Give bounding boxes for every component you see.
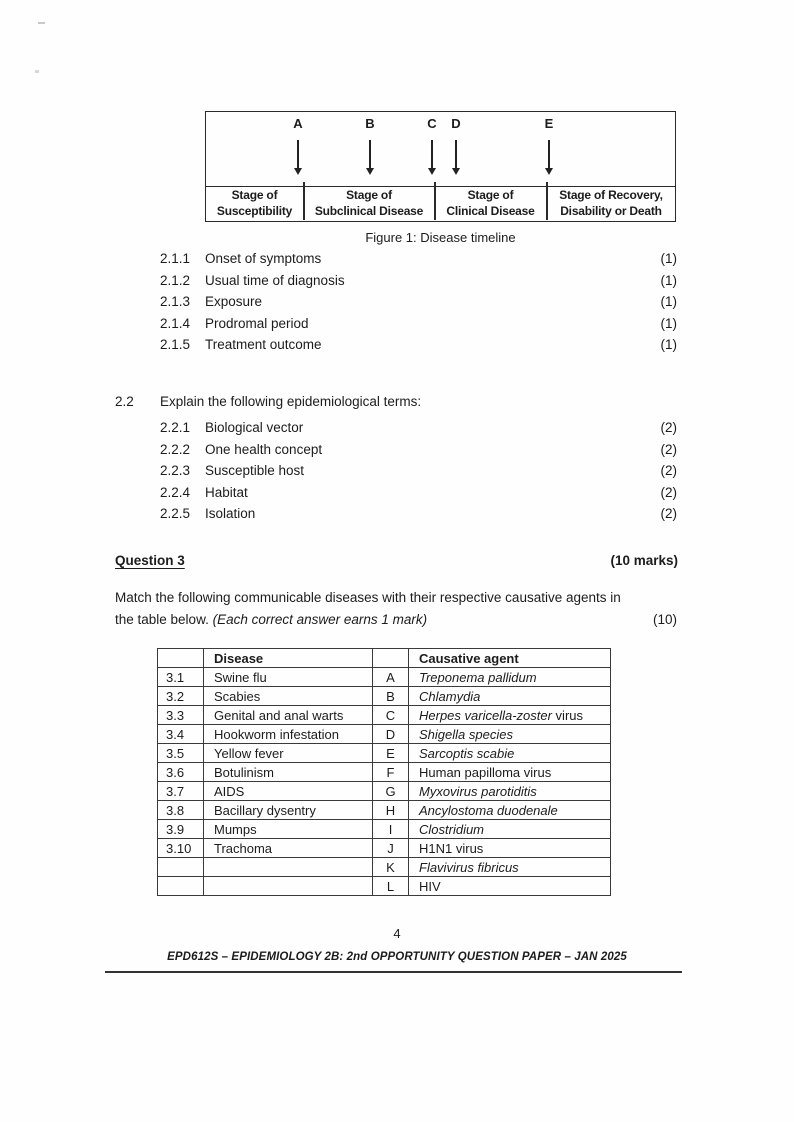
stage-susceptibility: [206, 187, 303, 221]
disease-cell: [204, 858, 373, 877]
timeline-marker-a: [287, 117, 309, 175]
item-marks: (2): [660, 463, 677, 478]
stage-label-line: Stage of: [231, 188, 278, 203]
letter-cell: C: [373, 706, 409, 725]
marker-letter: B: [365, 116, 375, 131]
stage-label-line: Stage of: [467, 188, 514, 203]
row-number: 3.1: [158, 668, 204, 687]
table-row: [158, 877, 611, 896]
question-2-1-items: [160, 251, 677, 359]
agent-cell: [409, 744, 611, 763]
agent-italic: Sarcoptis scabie: [419, 745, 515, 761]
question-number: 2.2: [115, 394, 134, 409]
down-arrow-icon: [294, 168, 302, 175]
row-number: 3.4: [158, 725, 204, 744]
item-number: 2.1.4: [160, 315, 191, 331]
scan-artifact: [38, 22, 45, 24]
item-marks: (2): [660, 420, 677, 435]
item-number: 2.1.3: [160, 294, 191, 309]
item-label: One health concept: [205, 441, 323, 457]
table-row: [158, 725, 611, 744]
letter-cell: D: [373, 725, 409, 744]
item-marks: (1): [660, 337, 677, 352]
row-number: 3.6: [158, 763, 204, 782]
column-header-causative-agent: Causative agent: [409, 649, 611, 668]
marker-letter: A: [293, 116, 303, 131]
agent-cell: [409, 706, 611, 725]
stage-label-line: Susceptibility: [216, 204, 293, 218]
item-label: Usual time of diagnosis: [205, 272, 345, 288]
letter-cell: A: [373, 668, 409, 687]
empty-cell: [373, 649, 409, 668]
disease-cell: [204, 877, 373, 896]
question-item: [160, 294, 677, 316]
disease-cell: Genital and anal warts: [204, 706, 373, 725]
stage-label-line: Clinical Disease: [446, 204, 535, 218]
table-row: [158, 706, 611, 725]
item-number: 2.2.5: [160, 506, 191, 521]
agent-cell: [409, 782, 611, 801]
timeline-marker-d: [445, 117, 467, 175]
down-arrow-icon: [428, 168, 436, 175]
letter-cell: F: [373, 763, 409, 782]
scan-artifact: [35, 70, 39, 73]
stage-clinical-disease: [435, 187, 546, 221]
table-row: [158, 782, 611, 801]
item-marks: (1): [660, 315, 677, 331]
item-number: 2.2.1: [160, 420, 191, 435]
disease-cell: Scabies: [204, 687, 373, 706]
question-item: [160, 485, 677, 507]
item-number: 2.2.4: [160, 484, 191, 500]
agent-normal: H1N1 virus: [419, 840, 484, 856]
row-number: 3.5: [158, 744, 204, 763]
item-marks: (2): [660, 484, 677, 500]
agent-italic: Flavivirus fibricus: [419, 859, 519, 875]
question-total-marks: (10 marks): [610, 553, 678, 568]
row-number: 3.3: [158, 706, 204, 725]
question-title: Question 3: [115, 553, 185, 568]
item-label: Isolation: [205, 506, 256, 521]
intro-text-italic: (Each correct answer earns 1 mark): [212, 611, 428, 627]
agent-italic: Herpes varicella-zoster: [419, 707, 552, 723]
letter-cell: L: [373, 877, 409, 896]
letter-cell: K: [373, 858, 409, 877]
question-item: [160, 251, 677, 273]
item-marks: (10): [652, 611, 677, 627]
figure-disease-timeline: [205, 111, 676, 222]
item-marks: (1): [660, 294, 677, 309]
disease-cell: Bacillary dysentry: [204, 801, 373, 820]
agent-cell: [409, 820, 611, 839]
item-label: Prodromal period: [205, 315, 309, 331]
agent-italic: Myxovirus parotiditis: [419, 783, 537, 799]
item-label: Treatment outcome: [205, 337, 322, 352]
row-number: 3.8: [158, 801, 204, 820]
question-item: [160, 337, 677, 359]
agent-normal: Human papilloma virus: [419, 764, 552, 780]
table-row: [158, 744, 611, 763]
question-item: [160, 420, 677, 442]
row-number: 3.10: [158, 839, 204, 858]
letter-cell: J: [373, 839, 409, 858]
disease-cell: Swine flu: [204, 668, 373, 687]
figure-caption: Figure 1: Disease timeline: [365, 230, 516, 245]
intro-text: Match the following communicable diseases with their respective causative agents in: [115, 590, 621, 605]
agent-italic: Ancylostoma duodenale: [419, 802, 558, 818]
disease-cell: Hookworm infestation: [204, 725, 373, 744]
stage-label-line: Stage of: [346, 188, 392, 203]
item-number: 2.1.1: [160, 251, 191, 266]
table-row: [158, 858, 611, 877]
disease-cell: Trachoma: [204, 839, 373, 858]
agent-cell: [409, 877, 611, 896]
item-marks: (2): [660, 506, 677, 521]
agent-italic: Treponema pallidum: [419, 669, 537, 685]
letter-cell: B: [373, 687, 409, 706]
row-number: 3.2: [158, 687, 204, 706]
intro-text: [115, 609, 677, 631]
table-row: [158, 801, 611, 820]
disease-cell: Yellow fever: [204, 744, 373, 763]
down-arrow-icon: [366, 168, 374, 175]
empty-cell: [158, 649, 204, 668]
row-number: 3.7: [158, 782, 204, 801]
stage-subclinical-disease: [304, 187, 434, 221]
disease-cell: Mumps: [204, 820, 373, 839]
down-arrow-icon: [452, 168, 460, 175]
letter-cell: G: [373, 782, 409, 801]
item-number: 2.2.3: [160, 463, 191, 478]
matching-table: [157, 648, 611, 896]
table-row: [158, 839, 611, 858]
marker-letter: D: [451, 116, 461, 131]
table-row: [158, 687, 611, 706]
item-number: 2.2.2: [160, 441, 191, 457]
stage-recovery-disability-death: [547, 187, 675, 221]
agent-cell: [409, 858, 611, 877]
row-number: [158, 877, 204, 896]
timeline-marker-b: [359, 117, 381, 175]
agent-cell: [409, 763, 611, 782]
table-row: [158, 763, 611, 782]
agent-cell: [409, 801, 611, 820]
item-label: Exposure: [205, 294, 263, 309]
item-number: 2.1.5: [160, 337, 191, 352]
question-2-2-heading: [115, 394, 677, 409]
row-number: 3.9: [158, 820, 204, 839]
letter-cell: H: [373, 801, 409, 820]
marker-letter: E: [544, 116, 554, 131]
timeline-marker-c: [421, 117, 443, 175]
stage-label-line: Stage of Recovery,: [559, 188, 663, 203]
agent-cell: [409, 725, 611, 744]
down-arrow-icon: [369, 140, 371, 168]
item-marks: (2): [660, 441, 677, 457]
letter-cell: E: [373, 744, 409, 763]
agent-normal: virus: [551, 707, 583, 723]
item-number: 2.1.2: [160, 272, 191, 288]
agent-cell: [409, 839, 611, 858]
down-arrow-icon: [297, 140, 299, 168]
table-header-row: [158, 649, 611, 668]
table-row: [158, 820, 611, 839]
timeline-marker-e: [538, 117, 560, 175]
question-item: [160, 316, 677, 338]
question-3-heading: [115, 553, 678, 568]
item-label: Biological vector: [205, 420, 304, 435]
table-row: [158, 668, 611, 687]
down-arrow-icon: [431, 140, 433, 168]
question-item: [160, 442, 677, 464]
item-label: Habitat: [205, 484, 248, 500]
question-prompt: Explain the following epidemiological terms:: [160, 394, 422, 409]
row-number: [158, 858, 204, 877]
letter-cell: I: [373, 820, 409, 839]
item-marks: (1): [660, 251, 677, 266]
agent-italic: Shigella species: [419, 726, 513, 742]
question-item: [160, 273, 677, 295]
item-marks: (1): [660, 272, 677, 288]
down-arrow-icon: [455, 140, 457, 168]
intro-text-fragment: [115, 609, 427, 631]
agent-italic: Clostridium: [419, 821, 485, 837]
agent-normal: HIV: [419, 878, 441, 894]
question-item: [160, 506, 677, 528]
disease-cell: Botulinism: [204, 763, 373, 782]
footer-divider: [105, 971, 682, 973]
disease-cell: AIDS: [204, 782, 373, 801]
agent-italic: Chlamydia: [419, 688, 481, 704]
question-2-2-items: [160, 420, 677, 528]
question-item: [160, 463, 677, 485]
agent-cell: [409, 687, 611, 706]
item-label: Onset of symptoms: [205, 251, 322, 266]
footer-text: EPD612S – EPIDEMIOLOGY 2B: 2nd OPPORTUNITY QUESTION PAPER – JAN 2025: [167, 951, 627, 963]
stage-label-line: Disability or Death: [560, 204, 662, 218]
intro-text-normal: the table below.: [115, 611, 213, 627]
column-header-disease: Disease: [204, 649, 373, 668]
down-arrow-icon: [545, 168, 553, 175]
marker-letter: C: [427, 116, 437, 131]
agent-cell: [409, 668, 611, 687]
page-number: 4: [393, 926, 401, 941]
question-3-intro: [115, 587, 677, 630]
down-arrow-icon: [548, 140, 550, 168]
stage-label-line: Subclinical Disease: [314, 204, 424, 218]
item-label: Susceptible host: [205, 463, 305, 478]
